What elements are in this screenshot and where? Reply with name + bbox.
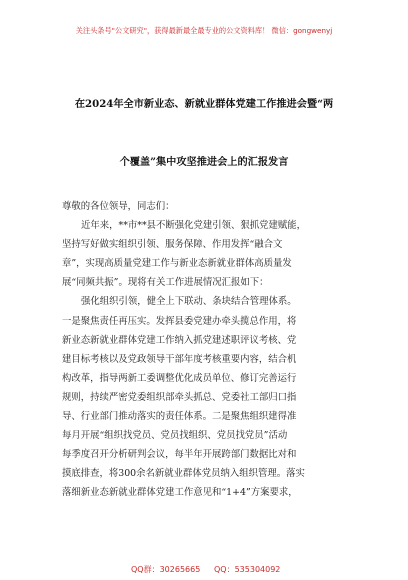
body-line: 一是聚焦责任再压实。发挥县委党建办牵头揽总作用，将 [62, 315, 297, 327]
body-line: 建目标考核以及党政领导干部年度考核重要内容，结合机 [62, 353, 297, 365]
body-line: 章”，实现高质量党建工作与新业态新就业群体高质量发 [62, 258, 292, 270]
body-line: 坚持写好做实组织引领、服务保障、作用发挥“融合文 [62, 239, 283, 251]
document-title-line-2: 个覆盖”集中攻坚推进会上的汇报发言 [119, 156, 289, 168]
header-promo-banner: 关注头条号"公文研究"，获得最新最全最专业的公文资料库！ 微信：gongwenyj [75, 26, 333, 35]
body-line: 构改革，指导两新工委调整优化成员单位、修订完善运行 [62, 372, 297, 384]
body-line: 导、行业部门推动落实的责任体系。二是聚焦组织建得准 [62, 411, 297, 423]
body-line: 展“同频共振”。现将有关工作进展情况汇报如下： [62, 277, 269, 289]
body-line: 每季度召开分析研判会议，每半年开展跨部门数据比对和 [62, 449, 297, 461]
section-heading: 强化组织引领，健全上下联动、条块结合管理体系。 [81, 296, 297, 308]
body-line: 近年来，**市**县不断强化党建引领、狠抓党建赋能， [81, 220, 307, 232]
body-line: 落细新业态新就业群体党建工作意见和“1+4”方案要求， [62, 487, 298, 499]
footer-qq-number: QQ：535304092 [214, 565, 281, 574]
document-title-line-1: 在2024年全市新业态、新就业群体党建工作推进会暨“两 [74, 98, 334, 110]
salutation: 尊敬的各位领导，同志们： [62, 201, 175, 212]
body-line: 摸底排查，将300余名新就业群体党员纳入组织管理。落实 [62, 468, 305, 480]
document-body [62, 197, 362, 503]
footer-qq-group: QQ群：30265665 [131, 565, 201, 574]
body-line: 规则，持续严密党委组织部牵头抓总、党委社工部归口指 [62, 391, 297, 403]
body-line: 新业态新就业群体党建工作纳入抓党建述职评议考核、党 [62, 334, 297, 346]
body-line: 每月开展“组织找党员、党员找组织、党员找党员”活动 [62, 430, 288, 442]
